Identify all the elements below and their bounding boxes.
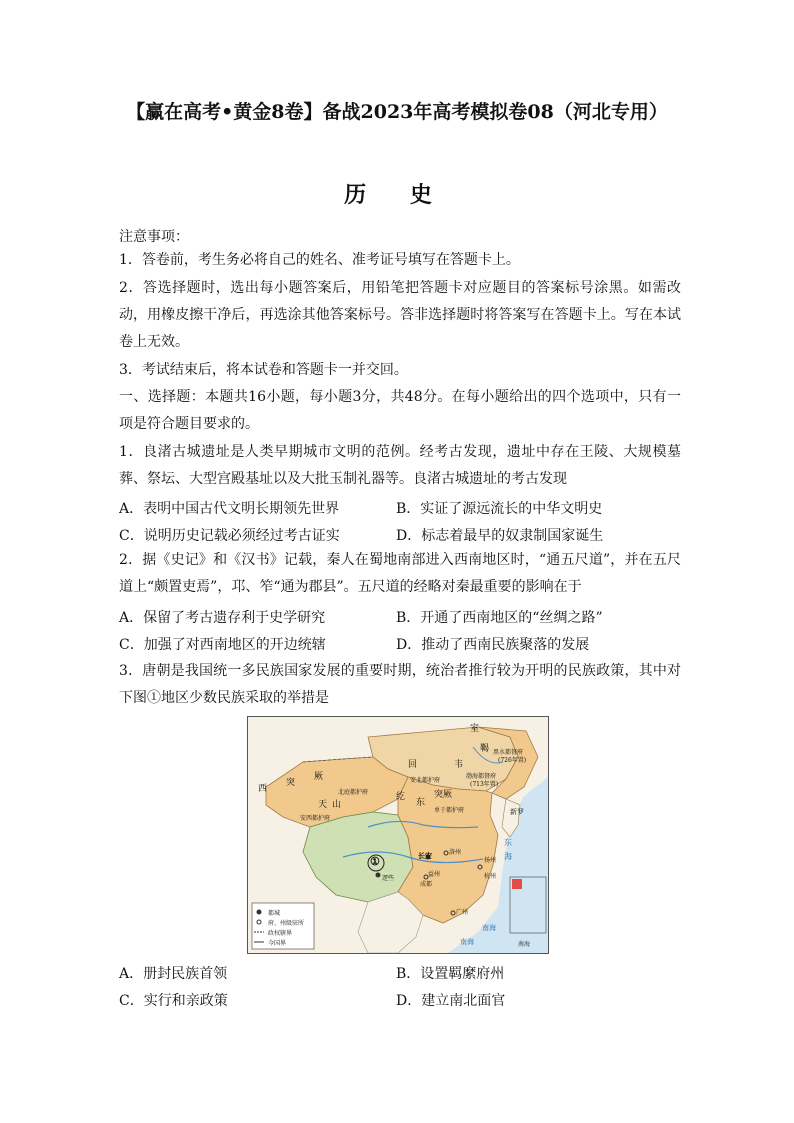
map-label-hui: 回: [408, 760, 418, 770]
q3-option-a: A．册封民族首领: [119, 966, 228, 982]
legend-regime-border: 政权辖界: [268, 930, 293, 937]
map-label-guangzhou: 广州: [456, 909, 469, 916]
q2-option-a: A．保留了考古遗存利于史学研究: [119, 610, 326, 626]
legend-capital: 都城: [268, 910, 281, 917]
map-label-heishui-year: (726年置): [498, 757, 527, 764]
map-label-shi: 室: [470, 724, 480, 734]
map-label-dong2: 东: [504, 838, 512, 847]
map-label-luoxie: 逻些: [382, 875, 395, 882]
q1-option-a: A．表明中国古代文明长期领先世界: [119, 501, 340, 517]
q1-option-c: C．说明历史记载必须经过考古证实: [119, 528, 340, 544]
map-label-nanhai-inset: 南海: [518, 941, 531, 948]
map-label-anbei: 安北都护府: [410, 777, 441, 784]
map-label-wei2: 鞨: [480, 744, 490, 754]
section-intro: 一、选择题：本题共16小题，每小题3分，共48分。在每小题给出的四个选项中，只有一项是符合题目要求的。: [119, 389, 681, 432]
map-label-wei: 韦: [454, 760, 464, 770]
q2-option-c: C．加强了对西南地区的开边统辖: [119, 637, 326, 653]
map-label-tujue2: 突厥: [434, 790, 453, 800]
map-label-region-1: ①: [370, 855, 380, 868]
subject-title: 历 史: [344, 182, 450, 208]
map-label-hu: 纥: [396, 792, 406, 802]
question-2-stem: 2．据《史记》和《汉书》记载，秦人在蜀地南部进入西南地区时，“通五尺道”，并在五尺道上“颇置吏焉”，邛、笮“通为郡县”。五尺道的经略对秦最重要的影响在于: [119, 552, 681, 595]
map-label-beiting: 北庭都护府: [338, 789, 369, 796]
map-label-chanyu: 单于都护府: [434, 807, 465, 814]
notice-heading: 注意事项：: [119, 229, 189, 245]
map-label-jue: 厥: [314, 772, 324, 782]
map-label-nanhai2: 南海: [482, 924, 496, 932]
notice-item-3: 3．考试结束后，将本试卷和答题卡一并交回。: [119, 362, 408, 378]
map-label-tu: 突: [286, 778, 296, 788]
map-label-tian: 天: [318, 800, 328, 810]
notice-item-1: 1．答卷前，考生务必将自己的姓名、准考证号填写在答题卡上。: [119, 252, 520, 268]
map-label-bohai: 渤海都督府: [466, 773, 497, 780]
tang-dynasty-map: [247, 716, 549, 954]
legend-modern-border: 今国界: [268, 940, 287, 947]
notice-item-2: 2．答选择题时，选出每小题答案后，用铅笔把答题卡对应题目的答案标号涂黑。如需改动，用橡皮擦干净后，再选涂其他答案标号。答非选择题时将答案写在答题卡上。写在本试卷上无效。: [119, 280, 681, 350]
q2-option-d: D．推动了西南民族聚落的发展: [396, 637, 590, 653]
map-label-shan: 山: [332, 800, 342, 810]
map-label-bohai-year: (713年置): [470, 781, 499, 788]
map-label-chengdu: 成都: [420, 881, 433, 888]
question-3-stem: 3．唐朝是我国统一多民族国家发展的重要时期，统治者推行较为开明的民族政策，其中对下图①地区少数民族采取的举措是: [119, 663, 681, 706]
question-1-stem: 1．良渚古城遗址是人类早期城市文明的范例。经考古发现，遗址中存在王陵、大规模墓葬、祭坛、大型宫殿基址以及大批玉制礼器等。良渚古城遗址的考古发现: [119, 444, 681, 487]
map-label-changan: 长安: [418, 851, 432, 860]
map-label-hangzhou: 杭州: [484, 873, 497, 880]
q1-option-b: B．实证了源远流长的中华文明史: [396, 501, 603, 517]
q1-option-d: D．标志着最早的奴隶制国家诞生: [396, 528, 604, 544]
q2-option-b: B．开通了西南地区的“丝绸之路”: [396, 610, 603, 626]
map-label-heishui: 黑水都督府: [493, 749, 524, 756]
legend-prefecture: 府、州级驻所: [268, 920, 305, 927]
map-label-nanhai: 南海: [460, 938, 474, 946]
map-label-yizhou: 益州: [428, 871, 441, 878]
q3-option-b: B．设置羁縻府州: [396, 966, 505, 982]
map-label-hai: 海: [504, 852, 512, 861]
q3-option-c: C．实行和亲政策: [119, 993, 228, 1009]
map-label-anxi: 安西都护府: [300, 815, 331, 822]
exam-title: 【赢在高考•黄金8卷】备战2023年高考模拟卷08（河北专用）: [126, 101, 668, 123]
map-label-xi: 西: [258, 784, 268, 794]
map-label-yangzhou: 扬州: [484, 857, 497, 864]
q3-option-d: D．建立南北面官: [396, 993, 506, 1009]
map-label-luoyang: 洛州: [449, 849, 462, 856]
map-label-xinluo: 新罗: [510, 808, 524, 816]
map-label-dong: 东: [416, 798, 426, 808]
